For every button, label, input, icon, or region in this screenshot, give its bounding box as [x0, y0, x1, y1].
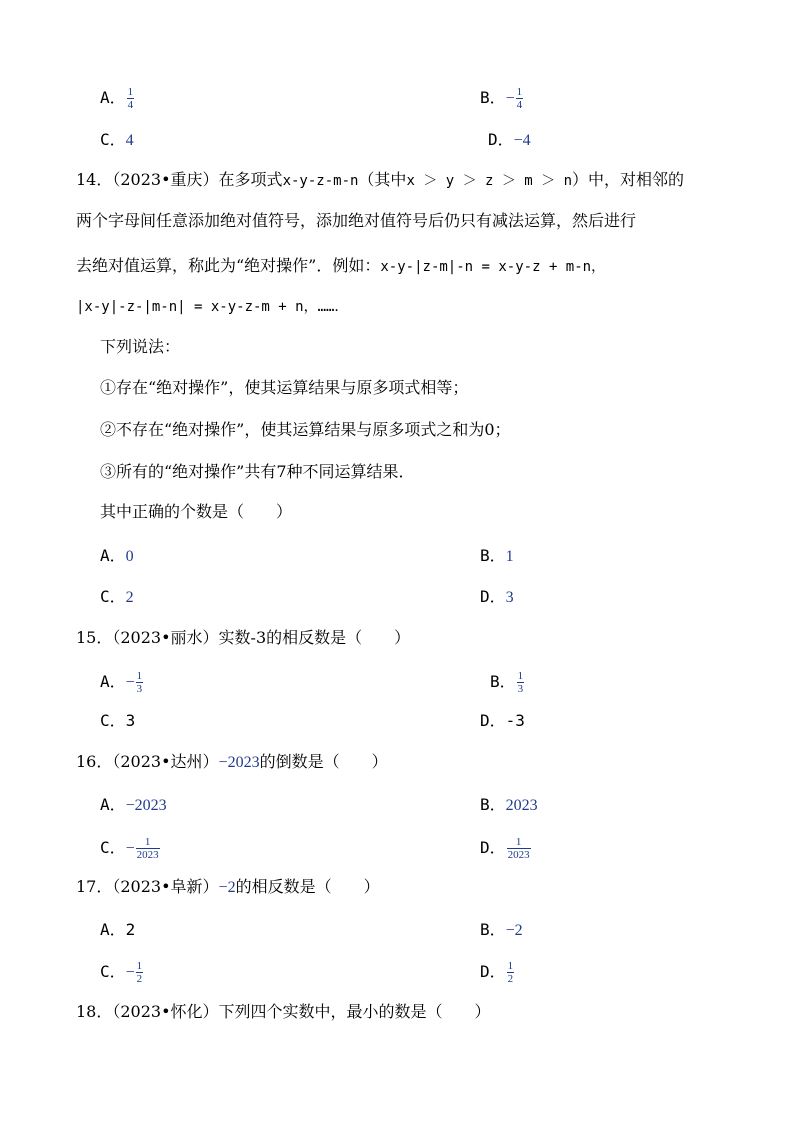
- fraction: [136, 836, 160, 861]
- minus-sign: −: [125, 674, 135, 691]
- minus-sign: −: [505, 90, 515, 107]
- q17-option-d: [480, 960, 515, 985]
- stem-text: （其中: [358, 170, 407, 189]
- question-source: （2023•怀化）: [112, 1002, 219, 1021]
- numerator: 1: [517, 670, 524, 682]
- option-label: D．: [480, 587, 506, 606]
- stem-text: 在多项式: [218, 170, 283, 189]
- fraction: [136, 670, 144, 695]
- fraction: [507, 836, 531, 861]
- denominator: 2023: [507, 849, 530, 861]
- q14-statement-2: ②不存在“绝对操作”，使其运算结果与原多项式之和为0；: [100, 420, 511, 439]
- option-value: 1: [505, 548, 514, 565]
- question-source: （2023•丽水）: [112, 628, 219, 647]
- option-value: 2: [125, 920, 136, 939]
- question-number: 14．: [76, 170, 113, 189]
- question-number: 15．: [76, 628, 113, 647]
- q15-stem: [76, 628, 410, 648]
- stem-text: 的倒数是（ ）: [259, 752, 388, 771]
- denominator: 2023: [136, 849, 159, 861]
- q14-stem-line2: 两个字母间任意添加绝对值符号，添加绝对值符号后仍只有减法运算，然后进行: [76, 211, 637, 230]
- option-label: C．: [100, 130, 126, 149]
- option-value: 3: [125, 711, 136, 730]
- option-value: 4: [125, 132, 134, 149]
- q16-option-c: [100, 836, 161, 861]
- option-value: 2: [125, 589, 134, 606]
- q13-option-c: [100, 130, 134, 151]
- q16-option-a: [100, 795, 167, 816]
- fraction: [517, 670, 525, 695]
- q17-option-c: [100, 960, 144, 985]
- q13-option-d: [488, 130, 531, 151]
- q16-stem: [76, 752, 388, 773]
- numerator: 1: [127, 86, 134, 98]
- option-label: B．: [480, 920, 506, 939]
- denominator: 3: [517, 683, 524, 695]
- stem-text: 下列四个实数中，最小的数是（ ）: [218, 1002, 491, 1021]
- denominator: 4: [127, 99, 134, 111]
- option-value: 0: [125, 548, 134, 565]
- option-label: A．: [100, 795, 126, 814]
- expression: −2: [218, 879, 236, 896]
- inequality: x ＞ y ＞ z ＞ m ＞ n: [406, 173, 573, 189]
- question-number: 17．: [76, 877, 113, 896]
- option-label: D．: [480, 711, 506, 730]
- numerator: 1: [507, 960, 514, 972]
- option-label: C．: [100, 711, 126, 730]
- stem-text: 去绝对值运算，称此为“绝对操作”．例如：: [76, 256, 381, 275]
- fraction: [136, 960, 144, 985]
- expression: −2023: [218, 754, 260, 771]
- denominator: 2: [507, 973, 514, 985]
- option-value: −4: [513, 132, 531, 149]
- numerator: 1: [144, 836, 151, 848]
- denominator: 4: [516, 99, 523, 111]
- denominator: 3: [136, 683, 143, 695]
- fraction: [127, 86, 135, 111]
- q15-option-d: [480, 711, 525, 731]
- q14-option-b: [480, 546, 514, 567]
- option-label: A．: [100, 672, 126, 691]
- q14-example-2: |x-y|-z-|m-n| = x-y-z-m + n，……．: [76, 299, 349, 315]
- q13-option-a: [100, 86, 135, 111]
- q14-option-a: [100, 546, 134, 567]
- option-value: 2023: [505, 797, 538, 814]
- stem-text: ）中，对相邻的: [572, 170, 685, 189]
- q14-intro: 下列说法：: [100, 337, 181, 356]
- q18-stem: [76, 1002, 491, 1022]
- option-label: D．: [480, 962, 506, 981]
- option-label: C．: [100, 838, 126, 857]
- question-source: （2023•达州）: [112, 752, 219, 771]
- stem-text: 实数-3的相反数是（ ）: [218, 628, 411, 647]
- q17-option-b: [480, 920, 523, 941]
- denominator: 2: [136, 973, 143, 985]
- option-label: D．: [488, 130, 514, 149]
- option-value: -3: [505, 711, 525, 730]
- option-label: B．: [480, 88, 506, 107]
- q14-stem-line3: [76, 256, 605, 277]
- minus-sign: −: [125, 840, 135, 857]
- q15-option-a: [100, 670, 144, 695]
- example-1: x-y-|z-m|-n = x-y-z + m-n，: [380, 259, 606, 275]
- question-number: 16．: [76, 752, 113, 771]
- question-number: 18．: [76, 1002, 113, 1021]
- option-label: A．: [100, 920, 126, 939]
- option-label: C．: [100, 962, 126, 981]
- option-label: B．: [480, 546, 506, 565]
- q17-stem: [76, 877, 380, 898]
- option-label: B．: [490, 672, 516, 691]
- q17-option-a: [100, 920, 135, 940]
- numerator: 1: [136, 670, 143, 682]
- q15-option-c: [100, 711, 135, 731]
- option-value: 3: [505, 589, 514, 606]
- fraction: [507, 960, 515, 985]
- option-label: D．: [480, 838, 506, 857]
- fraction: [516, 86, 524, 111]
- q14-stem-line1: [76, 170, 684, 191]
- q14-question: 其中正确的个数是（ ）: [100, 502, 293, 521]
- q14-option-c: [100, 587, 134, 608]
- option-label: B．: [480, 795, 506, 814]
- question-source: （2023•阜新）: [112, 877, 219, 896]
- question-source: （2023•重庆）: [112, 170, 219, 189]
- polynomial: x-y-z-m-n: [282, 173, 359, 189]
- q16-option-d: [480, 836, 532, 861]
- stem-text: 的相反数是（ ）: [235, 877, 380, 896]
- q16-option-b: [480, 795, 538, 816]
- numerator: 1: [515, 836, 522, 848]
- q14-option-d: [480, 587, 514, 608]
- q14-statement-3: ③所有的“绝对操作”共有7种不同运算结果．: [100, 462, 415, 481]
- option-label: C．: [100, 587, 126, 606]
- q13-option-b: [480, 86, 524, 111]
- option-label: A．: [100, 88, 126, 107]
- option-value: −2: [505, 922, 523, 939]
- q15-option-b: [490, 670, 525, 695]
- numerator: 1: [516, 86, 523, 98]
- minus-sign: −: [125, 964, 135, 981]
- numerator: 1: [136, 960, 143, 972]
- option-label: A．: [100, 546, 126, 565]
- q14-statement-1: ①存在“绝对操作”，使其运算结果与原多项式相等；: [100, 378, 469, 397]
- option-value: −2023: [125, 797, 167, 814]
